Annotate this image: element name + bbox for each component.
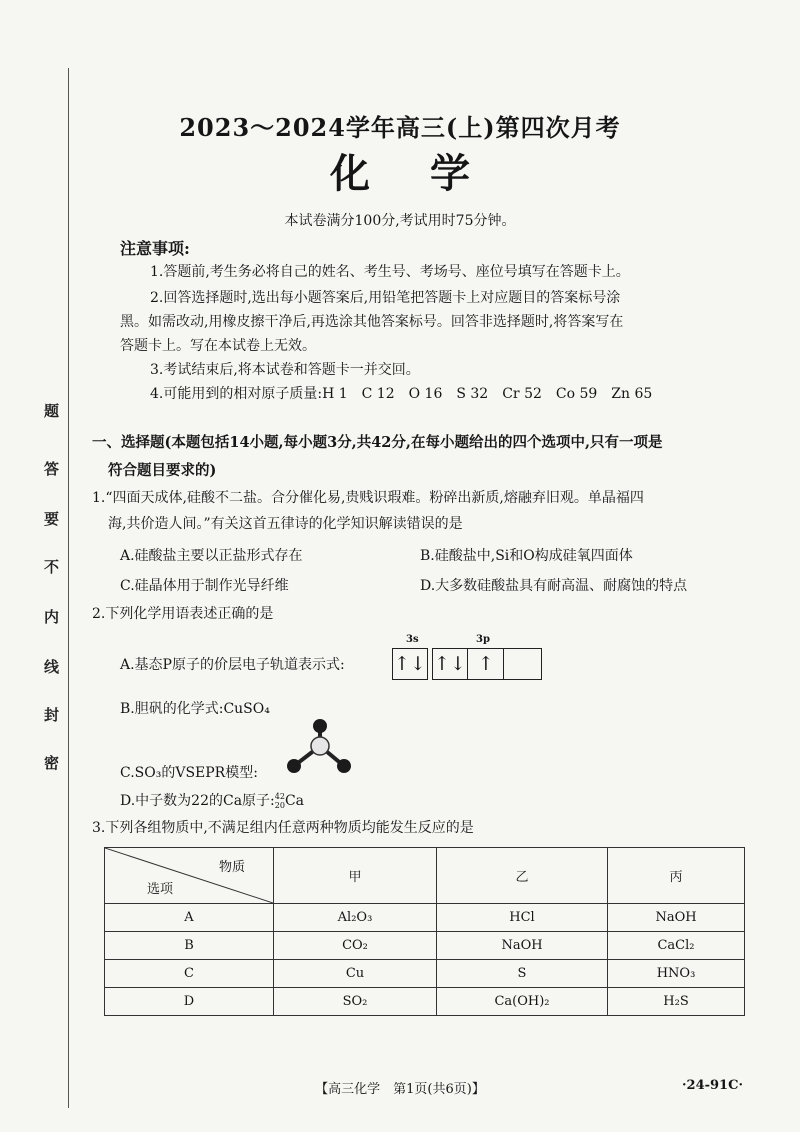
seal-char: 封 [44, 706, 60, 724]
notice-item: 4.可能用到的相对原子质量:H 1 C 12 O 16 S 32 Cr 52 Co 59 Zn 65 [150, 386, 653, 402]
header-top-label: 物质 [218, 860, 245, 875]
table-cell: H₂S [608, 988, 745, 1016]
orbital-3p-box: ↑ [469, 649, 504, 679]
column-header: 乙 [437, 848, 608, 904]
section-heading [92, 429, 752, 485]
table-row [105, 988, 745, 1016]
so3-vsepr-model-image [282, 718, 356, 784]
orbital-3p-box [505, 649, 539, 679]
q1-option-c: C.硅晶体用于制作光导纤维 [120, 578, 289, 594]
table-cell: HCl [437, 904, 608, 932]
seal-char: 题 [44, 402, 60, 420]
column-header: 甲 [274, 848, 437, 904]
q1-stem-line: 海,共价造人间。”有关这首五律诗的化学知识解读错误的是 [108, 516, 463, 532]
nuclide-numbers [275, 792, 285, 810]
mass-number: 42 [274, 792, 285, 801]
column-header: 丙 [608, 848, 745, 904]
subject-title: 化学 [330, 150, 530, 197]
notices-heading: 注意事项: [120, 239, 190, 258]
orbital-3s-electrons: ↑↓ [394, 653, 426, 675]
orbital-3p-group [432, 648, 542, 680]
table-cell: SO₂ [274, 988, 437, 1016]
q3-stem: 3.下列各组物质中,不满足组内任意两种物质均能发生反应的是 [92, 820, 474, 836]
table-cell: A [105, 904, 274, 932]
table-cell: NaOH [608, 904, 745, 932]
q2-option-d [120, 790, 304, 810]
orbital-3s-box [392, 648, 428, 680]
q2-option-b: B.胆矾的化学式:CuSO₄ [120, 701, 270, 717]
seal-char: 要 [44, 510, 60, 528]
table-cell: S [437, 960, 608, 988]
notice-item: 2.回答选择题时,选出每小题答案后,用铅笔把答题卡上对应题目的答案标号涂 [150, 290, 621, 306]
atomic-number: 20 [274, 801, 285, 810]
table-cell: Ca(OH)₂ [437, 988, 608, 1016]
table-cell: B [105, 932, 274, 960]
exam-note: 本试卷满分100分,考试用时75分钟。 [284, 213, 516, 229]
seal-char: 不 [44, 558, 60, 576]
orbital-3p-label: 3p [476, 634, 490, 645]
q1-option-a: A.硅酸盐主要以正盐形式存在 [120, 548, 303, 564]
page-footer: 【高三化学 第1页(共6页)】 [315, 1082, 485, 1097]
table-cell: Cu [274, 960, 437, 988]
q1-option-b: B.硅酸盐中,Si和O构成硅氧四面体 [420, 548, 633, 564]
q3-table [104, 847, 745, 1016]
table-cell: CaCl₂ [608, 932, 745, 960]
diagonal-header-cell [105, 848, 274, 904]
q2-option-d-text: D.中子数为22的Ca原子: [120, 793, 275, 809]
table-row [105, 904, 745, 932]
seal-char: 密 [44, 754, 60, 772]
diagonal-line [105, 848, 273, 903]
seal-char: 线 [44, 658, 60, 676]
q2-option-a: A.基态P原子的价层电子轨道表示式: [120, 657, 345, 673]
notice-item: 答题卡上。写在本试卷上无效。 [120, 338, 316, 354]
table-cell: CO₂ [274, 932, 437, 960]
table-row [105, 960, 745, 988]
q2-option-c: C.SO₃的VSEPR模型: [120, 765, 258, 781]
table-cell: D [105, 988, 274, 1016]
seal-char: 答 [44, 460, 60, 478]
notice-item: 1.答题前,考生务必将自己的姓名、考生号、考场号、座位号填写在答题卡上。 [150, 264, 630, 280]
section-heading-line: 一、选择题(本题包括14小题,每小题3分,共42分,在每小题给出的四个选项中,只有一项是 [92, 434, 663, 451]
element-symbol: Ca [284, 793, 305, 809]
orbital-3p-box: ↑↓ [433, 649, 468, 679]
table-cell: C [105, 960, 274, 988]
q1-option-d: D.大多数硅酸盐具有耐高温、耐腐蚀的特点 [420, 578, 688, 594]
exam-title: 2023～2024学年高三(上)第四次月考 [179, 113, 621, 142]
table-row [105, 932, 745, 960]
table-cell: Al₂O₃ [274, 904, 437, 932]
table-header-row [105, 848, 745, 904]
section-heading-line: 符合题目要求的) [108, 462, 217, 479]
q2-stem: 2.下列化学用语表述正确的是 [92, 606, 274, 622]
table-cell: HNO₃ [608, 960, 745, 988]
header-bottom-label: 选项 [147, 882, 174, 897]
notice-item: 黑。如需改动,用橡皮擦干净后,再选涂其他答案标号。回答非选择题时,将答案写在 [120, 314, 624, 330]
seal-char: 内 [44, 608, 60, 626]
paper-code: ·24-91C· [682, 1078, 743, 1093]
orbital-3s-label: 3s [406, 634, 419, 645]
q1-stem-line: 1.“四面天成体,硅酸不二盐。合分催化易,贵贱识瑕难。粉碎出新质,熔融弃旧观。单晶福四 [92, 490, 644, 506]
table-cell: NaOH [437, 932, 608, 960]
notice-item: 3.考试结束后,将本试卷和答题卡一并交回。 [150, 362, 420, 378]
